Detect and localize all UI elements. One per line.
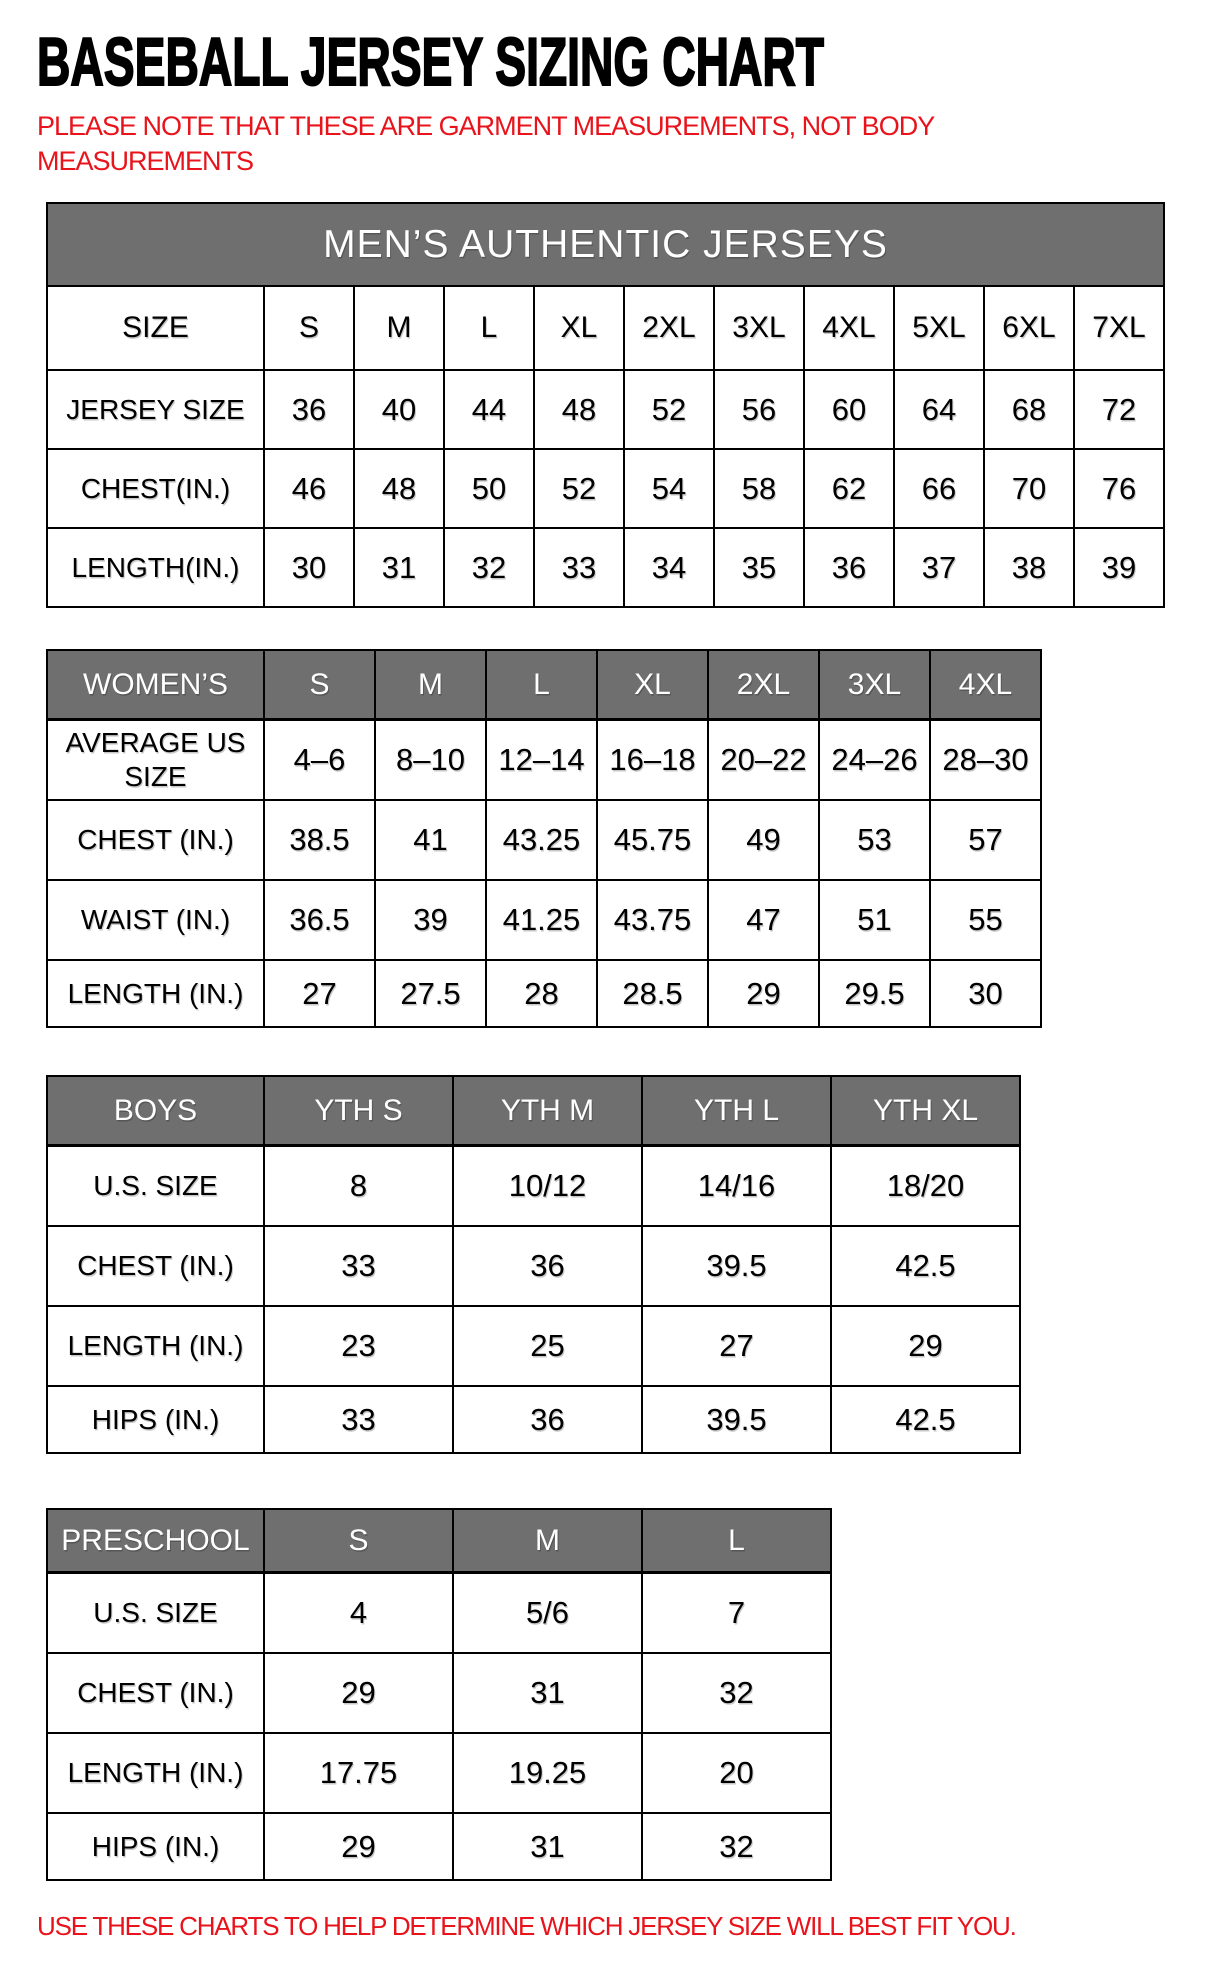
- size-value: 34: [625, 529, 715, 608]
- size-value: 8: [265, 1147, 454, 1227]
- size-value: 28: [487, 961, 598, 1028]
- size-value: 33: [265, 1387, 454, 1454]
- size-value: 55: [931, 881, 1042, 961]
- womens-sizing-table: [46, 649, 1042, 1028]
- size-value: 18/20: [832, 1147, 1021, 1227]
- size-value: 44: [445, 371, 535, 450]
- size-value: 40: [355, 371, 445, 450]
- size-value: 43.25: [487, 801, 598, 881]
- size-value: 33: [535, 529, 625, 608]
- row-label: CHEST (IN.): [46, 1654, 265, 1734]
- size-value: 56: [715, 371, 805, 450]
- column-header-5xl: 5XL: [895, 287, 985, 371]
- size-value: 68: [985, 371, 1075, 450]
- column-header-4xl: 4XL: [931, 649, 1042, 721]
- size-value: 49: [709, 801, 820, 881]
- tables-container: [37, 202, 1220, 1881]
- column-header-l: L: [445, 287, 535, 371]
- page-title: BASEBALL JERSEY SIZING CHART: [37, 24, 825, 100]
- size-value: 17.75: [265, 1734, 454, 1814]
- size-value: 29: [832, 1307, 1021, 1387]
- size-value: 36: [265, 371, 355, 450]
- size-value: 28–30: [931, 721, 1042, 801]
- column-header-m: M: [376, 649, 487, 721]
- size-value: 4–6: [265, 721, 376, 801]
- size-value: 20–22: [709, 721, 820, 801]
- column-header-preschool: PRESCHOOL: [46, 1508, 265, 1574]
- size-value: 48: [535, 371, 625, 450]
- size-value: 54: [625, 450, 715, 529]
- size-value: 7: [643, 1574, 832, 1654]
- size-value: 36.5: [265, 881, 376, 961]
- column-header-2xl: 2XL: [709, 649, 820, 721]
- row-label: CHEST (IN.): [46, 1227, 265, 1307]
- garment-measurement-note: PLEASE NOTE THAT THESE ARE GARMENT MEASUREMENTS, NOT BODY MEASUREMENTS: [37, 111, 934, 176]
- size-value: 70: [985, 450, 1075, 529]
- size-value: 35: [715, 529, 805, 608]
- size-value: 30: [265, 529, 355, 608]
- size-value: 39.5: [643, 1227, 832, 1307]
- row-label: JERSEY SIZE: [46, 371, 265, 450]
- size-value: 52: [535, 450, 625, 529]
- size-value: 37: [895, 529, 985, 608]
- row-label: LENGTH (IN.): [46, 961, 265, 1028]
- size-value: 36: [454, 1387, 643, 1454]
- column-header-s: S: [265, 1508, 454, 1574]
- size-value: 46: [265, 450, 355, 529]
- size-value: 19.25: [454, 1734, 643, 1814]
- boys-sizing-table: [46, 1075, 1021, 1454]
- column-header-3xl: 3XL: [820, 649, 931, 721]
- size-value: 66: [895, 450, 985, 529]
- column-header-boys: BOYS: [46, 1075, 265, 1147]
- size-value: 12–14: [487, 721, 598, 801]
- row-label: WAIST (IN.): [46, 881, 265, 961]
- size-value: 53: [820, 801, 931, 881]
- size-value: 16–18: [598, 721, 709, 801]
- size-value: 29.5: [820, 961, 931, 1028]
- column-header-s: S: [265, 287, 355, 371]
- column-header-3xl: 3XL: [715, 287, 805, 371]
- size-value: 29: [709, 961, 820, 1028]
- size-value: 31: [355, 529, 445, 608]
- size-value: 38.5: [265, 801, 376, 881]
- column-header-l: L: [487, 649, 598, 721]
- row-label: AVERAGE US SIZE: [46, 721, 265, 801]
- size-value: 14/16: [643, 1147, 832, 1227]
- column-header-yth-xl: YTH XL: [832, 1075, 1021, 1147]
- column-header-m: M: [355, 287, 445, 371]
- size-value: 29: [265, 1814, 454, 1881]
- size-value: 62: [805, 450, 895, 529]
- size-value: 39: [1075, 529, 1165, 608]
- size-value: 32: [643, 1654, 832, 1734]
- size-value: 50: [445, 450, 535, 529]
- size-value: 41: [376, 801, 487, 881]
- column-header-m: M: [454, 1508, 643, 1574]
- size-value: 52: [625, 371, 715, 450]
- size-value: 5/6: [454, 1574, 643, 1654]
- size-value: 38: [985, 529, 1075, 608]
- size-value: 28.5: [598, 961, 709, 1028]
- size-value: 57: [931, 801, 1042, 881]
- column-header-women-s: WOMEN’S: [46, 649, 265, 721]
- size-value: 25: [454, 1307, 643, 1387]
- column-header-yth-l: YTH L: [643, 1075, 832, 1147]
- column-header-7xl: 7XL: [1075, 287, 1165, 371]
- row-label: HIPS (IN.): [46, 1814, 265, 1881]
- column-header-s: S: [265, 649, 376, 721]
- row-label: LENGTH (IN.): [46, 1734, 265, 1814]
- size-value: 27.5: [376, 961, 487, 1028]
- size-value: 30: [931, 961, 1042, 1028]
- size-value: 51: [820, 881, 931, 961]
- row-label: U.S. SIZE: [46, 1574, 265, 1654]
- size-value: 31: [454, 1814, 643, 1881]
- row-label: HIPS (IN.): [46, 1387, 265, 1454]
- row-label: LENGTH(IN.): [46, 529, 265, 608]
- column-header-4xl: 4XL: [805, 287, 895, 371]
- size-value: 36: [805, 529, 895, 608]
- page-header: [37, 24, 1220, 178]
- size-value: 32: [445, 529, 535, 608]
- size-value: 27: [265, 961, 376, 1028]
- column-header-yth-s: YTH S: [265, 1075, 454, 1147]
- size-value: 76: [1075, 450, 1165, 529]
- column-header-xl: XL: [535, 287, 625, 371]
- row-label: CHEST(IN.): [46, 450, 265, 529]
- size-value: 4: [265, 1574, 454, 1654]
- size-value: 23: [265, 1307, 454, 1387]
- size-value: 42.5: [832, 1227, 1021, 1307]
- footer-note: USE THESE CHARTS TO HELP DETERMINE WHICH JERSEY SIZE WILL BEST FIT YOU.: [37, 1911, 1016, 1942]
- row-label: U.S. SIZE: [46, 1147, 265, 1227]
- size-value: 31: [454, 1654, 643, 1734]
- size-value: 48: [355, 450, 445, 529]
- size-value: 24–26: [820, 721, 931, 801]
- size-value: 39: [376, 881, 487, 961]
- size-value: 20: [643, 1734, 832, 1814]
- mens-table-banner: MEN’S AUTHENTIC JERSEYS: [46, 202, 1165, 287]
- size-value: 32: [643, 1814, 832, 1881]
- column-header-l: L: [643, 1508, 832, 1574]
- column-header-size: SIZE: [46, 287, 265, 371]
- row-label: LENGTH (IN.): [46, 1307, 265, 1387]
- size-value: 10/12: [454, 1147, 643, 1227]
- column-header-6xl: 6XL: [985, 287, 1075, 371]
- size-value: 60: [805, 371, 895, 450]
- column-header-2xl: 2XL: [625, 287, 715, 371]
- row-label: CHEST (IN.): [46, 801, 265, 881]
- column-header-xl: XL: [598, 649, 709, 721]
- size-value: 41.25: [487, 881, 598, 961]
- size-value: 29: [265, 1654, 454, 1734]
- size-value: 42.5: [832, 1387, 1021, 1454]
- size-value: 47: [709, 881, 820, 961]
- size-value: 45.75: [598, 801, 709, 881]
- size-value: 72: [1075, 371, 1165, 450]
- column-header-yth-m: YTH M: [454, 1075, 643, 1147]
- size-value: 36: [454, 1227, 643, 1307]
- size-value: 64: [895, 371, 985, 450]
- size-value: 58: [715, 450, 805, 529]
- size-value: 39.5: [643, 1387, 832, 1454]
- size-value: 43.75: [598, 881, 709, 961]
- size-value: 8–10: [376, 721, 487, 801]
- preschool-sizing-table: [46, 1508, 832, 1881]
- size-value: 33: [265, 1227, 454, 1307]
- mens-sizing-table: [46, 202, 1165, 608]
- size-value: 27: [643, 1307, 832, 1387]
